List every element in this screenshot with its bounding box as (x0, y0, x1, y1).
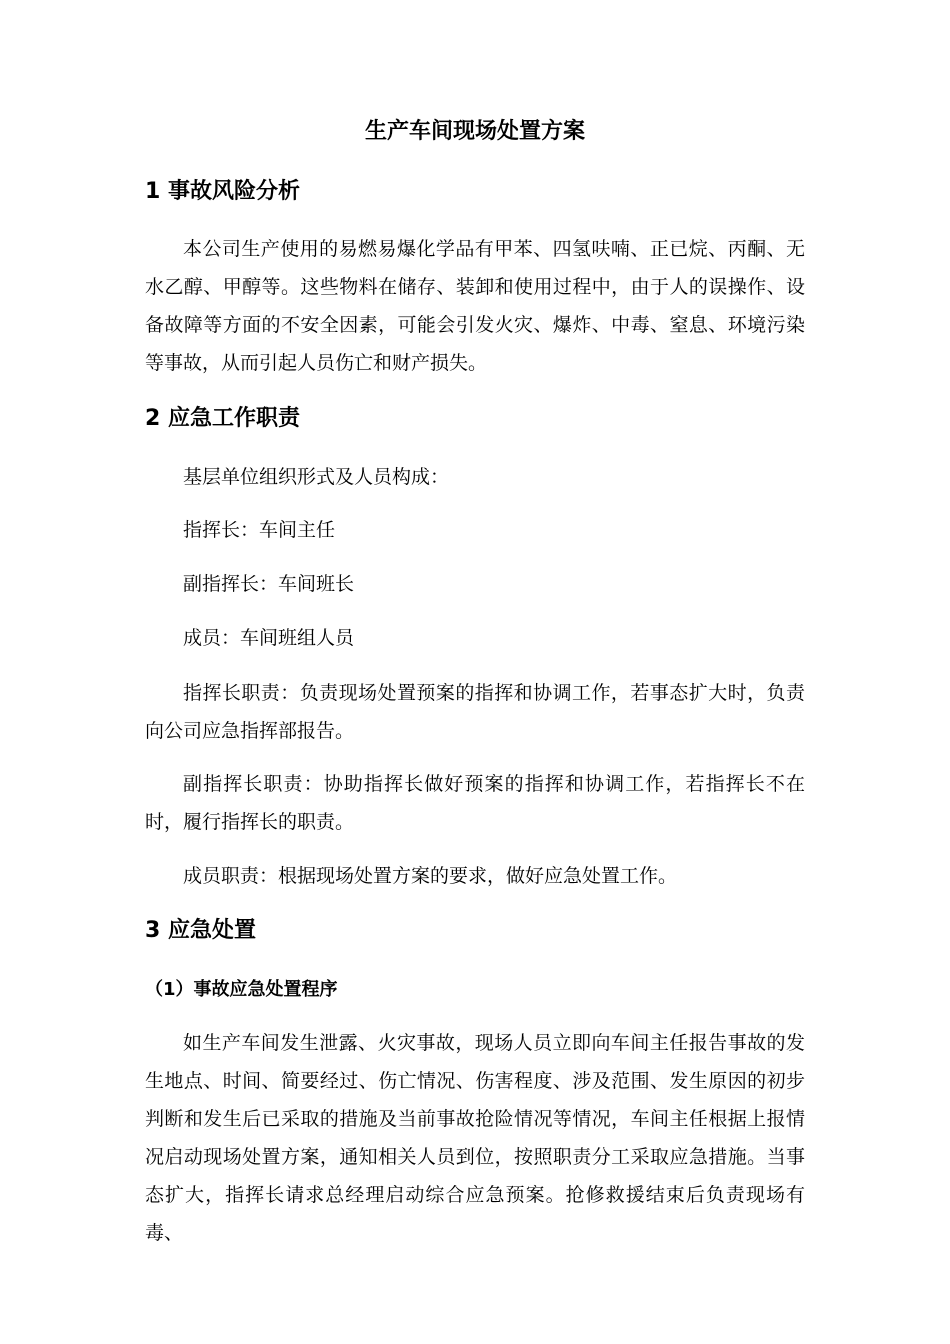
org-intro-text: 基层单位组织形式及人员构成： (183, 466, 450, 488)
members-text: 成员：车间班组人员 (183, 627, 355, 649)
member-duty-text: 成员职责：根据现场处置方案的要求，做好应急处置工作。 (183, 865, 678, 887)
document-title: 生产车间现场处置方案 (364, 119, 585, 144)
section3-subheading: （1）事故应急处置程序 (145, 979, 338, 1000)
section2-heading: 2 应急工作职责 (145, 406, 300, 431)
commander-duty-paragraph: 指挥长职责：负责现场处置预案的指挥和协调工作，若事态扩大时，负责向公司应急指挥部报告。 (145, 682, 805, 742)
commander-text: 指挥长：车间主任 (183, 519, 336, 541)
section3-heading: 3 应急处置 (145, 918, 256, 943)
section1-paragraph: 本公司生产使用的易燃易爆化学品有甲苯、四氢呋喃、正已烷、丙酮、无水乙醇、甲醇等。这些物料在储存、装卸和使用过程中，由于人的误操作、设备故障等方面的不安全因素，可能会引发火灾、爆炸、中毒、窒息、环境污染等事故，从而引起人员伤亡和财产损失。 (145, 238, 805, 374)
section1-heading: 1 事故风险分析 (145, 179, 300, 204)
deputy-commander-text: 副指挥长：车间班长 (183, 573, 355, 595)
section3-paragraph: 如生产车间发生泄露、火灾事故，现场人员立即向车间主任报告事故的发生地点、时间、简要经过、伤亡情况、伤害程度、涉及范围、发生原因的初步判断和发生后已采取的措施及当前事故抢险情况等情况，车间主任根据上报情况启动现场处置方案，通知相关人员到位，按照职责分工采取应急措施。当事态扩大，指挥长请求总经理启动综合应急预案。抢修救援结束后负责现场有毒、 (145, 1032, 805, 1244)
deputy-duty-paragraph: 副指挥长职责：协助指挥长做好预案的指挥和协调工作，若指挥长不在时，履行指挥长的职责。 (145, 773, 805, 833)
